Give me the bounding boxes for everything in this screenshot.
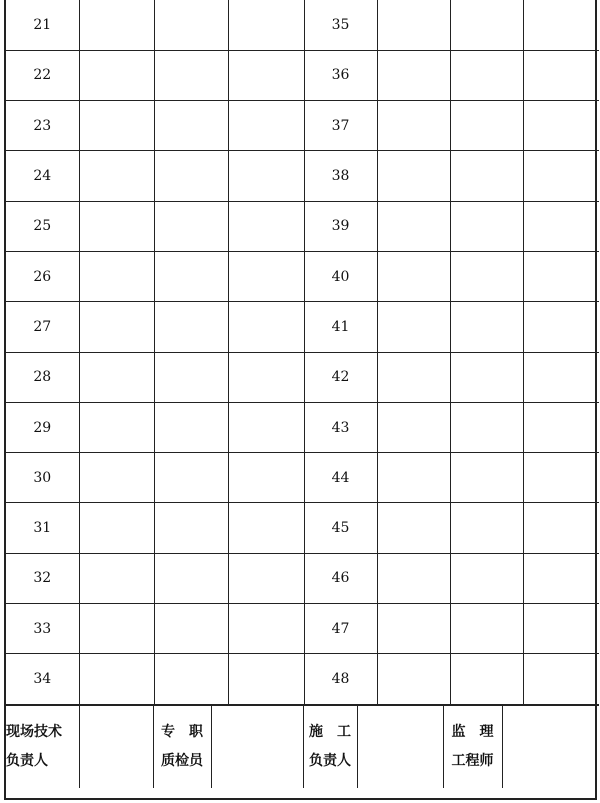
record-table [6, 0, 599, 705]
entry-cell[interactable] [79, 402, 154, 452]
entry-cell[interactable] [523, 0, 599, 50]
signature-field-tech-lead[interactable] [79, 706, 153, 789]
entry-cell[interactable] [377, 201, 450, 251]
table-row [6, 402, 599, 452]
entry-cell[interactable] [154, 402, 228, 452]
entry-cell[interactable] [450, 352, 523, 402]
entry-cell[interactable] [154, 453, 228, 503]
entry-cell[interactable] [228, 101, 304, 151]
entry-cell[interactable] [228, 251, 304, 301]
entry-cell[interactable] [79, 654, 154, 705]
signature-field-inspector[interactable] [211, 706, 303, 789]
entry-cell[interactable] [450, 101, 523, 151]
row-number-right: 45 [304, 503, 377, 553]
entry-cell[interactable] [154, 251, 228, 301]
entry-cell[interactable] [450, 453, 523, 503]
entry-cell[interactable] [523, 402, 599, 452]
label-construction-lead: 施 工 负责人 [303, 706, 357, 789]
entry-cell[interactable] [228, 402, 304, 452]
row-number-left: 27 [6, 302, 79, 352]
entry-cell[interactable] [450, 302, 523, 352]
entry-cell[interactable] [450, 251, 523, 301]
entry-cell[interactable] [450, 654, 523, 705]
entry-cell[interactable] [228, 352, 304, 402]
entry-cell[interactable] [377, 453, 450, 503]
row-number-right: 41 [304, 302, 377, 352]
row-number-left: 24 [6, 151, 79, 201]
row-number-right: 37 [304, 101, 377, 151]
table-row [6, 201, 599, 251]
entry-cell[interactable] [79, 0, 154, 50]
entry-cell[interactable] [523, 151, 599, 201]
label-supervisor: 监 理 工程师 [443, 706, 502, 789]
table-row [6, 352, 599, 402]
entry-cell[interactable] [377, 151, 450, 201]
label-tech-lead: 现场技术 负责人 [6, 706, 79, 789]
inspection-record-form [4, 0, 597, 800]
entry-cell[interactable] [523, 352, 599, 402]
row-number-right: 47 [304, 604, 377, 654]
row-number-left: 21 [6, 0, 79, 50]
entry-cell[interactable] [228, 503, 304, 553]
entry-cell[interactable] [79, 503, 154, 553]
table-row [6, 50, 599, 100]
entry-cell[interactable] [377, 251, 450, 301]
entry-cell[interactable] [377, 654, 450, 705]
entry-cell[interactable] [228, 553, 304, 603]
entry-cell[interactable] [79, 453, 154, 503]
entry-cell[interactable] [523, 604, 599, 654]
entry-cell[interactable] [228, 0, 304, 50]
row-number-right: 40 [304, 251, 377, 301]
entry-cell[interactable] [228, 201, 304, 251]
entry-cell[interactable] [228, 151, 304, 201]
row-number-left: 25 [6, 201, 79, 251]
entry-cell[interactable] [79, 352, 154, 402]
entry-cell[interactable] [154, 302, 228, 352]
table-row [6, 151, 599, 201]
row-number-left: 28 [6, 352, 79, 402]
entry-cell[interactable] [79, 251, 154, 301]
entry-cell[interactable] [377, 503, 450, 553]
entry-cell[interactable] [79, 201, 154, 251]
entry-cell[interactable] [154, 604, 228, 654]
label-inspector: 专 职 质检员 [153, 706, 211, 789]
entry-cell[interactable] [377, 604, 450, 654]
table-row [6, 503, 599, 553]
entry-cell[interactable] [154, 50, 228, 100]
entry-cell[interactable] [377, 50, 450, 100]
entry-cell[interactable] [523, 453, 599, 503]
entry-cell[interactable] [450, 503, 523, 553]
entry-cell[interactable] [154, 0, 228, 50]
table-row [6, 302, 599, 352]
entry-cell[interactable] [228, 453, 304, 503]
entry-cell[interactable] [154, 151, 228, 201]
entry-cell[interactable] [154, 654, 228, 705]
row-number-left: 31 [6, 503, 79, 553]
entry-cell[interactable] [228, 50, 304, 100]
entry-cell[interactable] [79, 101, 154, 151]
row-number-left: 34 [6, 654, 79, 705]
entry-cell[interactable] [79, 604, 154, 654]
entry-cell[interactable] [523, 553, 599, 603]
table-row [6, 0, 599, 50]
entry-cell[interactable] [377, 352, 450, 402]
row-number-left: 33 [6, 604, 79, 654]
row-number-right: 39 [304, 201, 377, 251]
row-number-left: 26 [6, 251, 79, 301]
entry-cell[interactable] [377, 553, 450, 603]
entry-cell[interactable] [377, 402, 450, 452]
row-number-right: 46 [304, 553, 377, 603]
entry-cell[interactable] [523, 503, 599, 553]
row-number-left: 23 [6, 101, 79, 151]
table-row [6, 604, 599, 654]
entry-cell[interactable] [523, 201, 599, 251]
row-number-right: 36 [304, 50, 377, 100]
entry-cell[interactable] [154, 201, 228, 251]
row-number-left: 22 [6, 50, 79, 100]
table-row [6, 251, 599, 301]
row-number-left: 32 [6, 553, 79, 603]
entry-cell[interactable] [523, 251, 599, 301]
entry-cell[interactable] [450, 0, 523, 50]
row-number-right: 35 [304, 0, 377, 50]
row-number-right: 43 [304, 402, 377, 452]
entry-cell[interactable] [228, 604, 304, 654]
entry-cell[interactable] [450, 50, 523, 100]
entry-cell[interactable] [79, 302, 154, 352]
entry-cell[interactable] [377, 302, 450, 352]
entry-cell[interactable] [523, 50, 599, 100]
entry-cell[interactable] [377, 0, 450, 50]
entry-cell[interactable] [450, 151, 523, 201]
entry-cell[interactable] [154, 352, 228, 402]
entry-cell[interactable] [228, 302, 304, 352]
entry-cell[interactable] [523, 302, 599, 352]
row-number-right: 44 [304, 453, 377, 503]
table-row [6, 654, 599, 705]
entry-cell[interactable] [79, 50, 154, 100]
entry-cell[interactable] [450, 604, 523, 654]
entry-cell[interactable] [79, 151, 154, 201]
signature-field-supervisor[interactable] [502, 706, 599, 789]
entry-cell[interactable] [154, 503, 228, 553]
entry-cell[interactable] [154, 553, 228, 603]
entry-cell[interactable] [79, 553, 154, 603]
entry-cell[interactable] [523, 101, 599, 151]
signature-row [6, 705, 599, 788]
row-number-left: 29 [6, 402, 79, 452]
row-number-right: 48 [304, 654, 377, 705]
entry-cell[interactable] [450, 402, 523, 452]
table-row [6, 453, 599, 503]
row-number-right: 42 [304, 352, 377, 402]
table-row [6, 553, 599, 603]
entry-cell[interactable] [377, 101, 450, 151]
signature-field-construction-lead[interactable] [357, 706, 443, 789]
entry-cell[interactable] [450, 201, 523, 251]
entry-cell[interactable] [523, 654, 599, 705]
entry-cell[interactable] [154, 101, 228, 151]
entry-cell[interactable] [450, 553, 523, 603]
row-number-left: 30 [6, 453, 79, 503]
row-number-right: 38 [304, 151, 377, 201]
entry-cell[interactable] [228, 654, 304, 705]
table-row [6, 101, 599, 151]
